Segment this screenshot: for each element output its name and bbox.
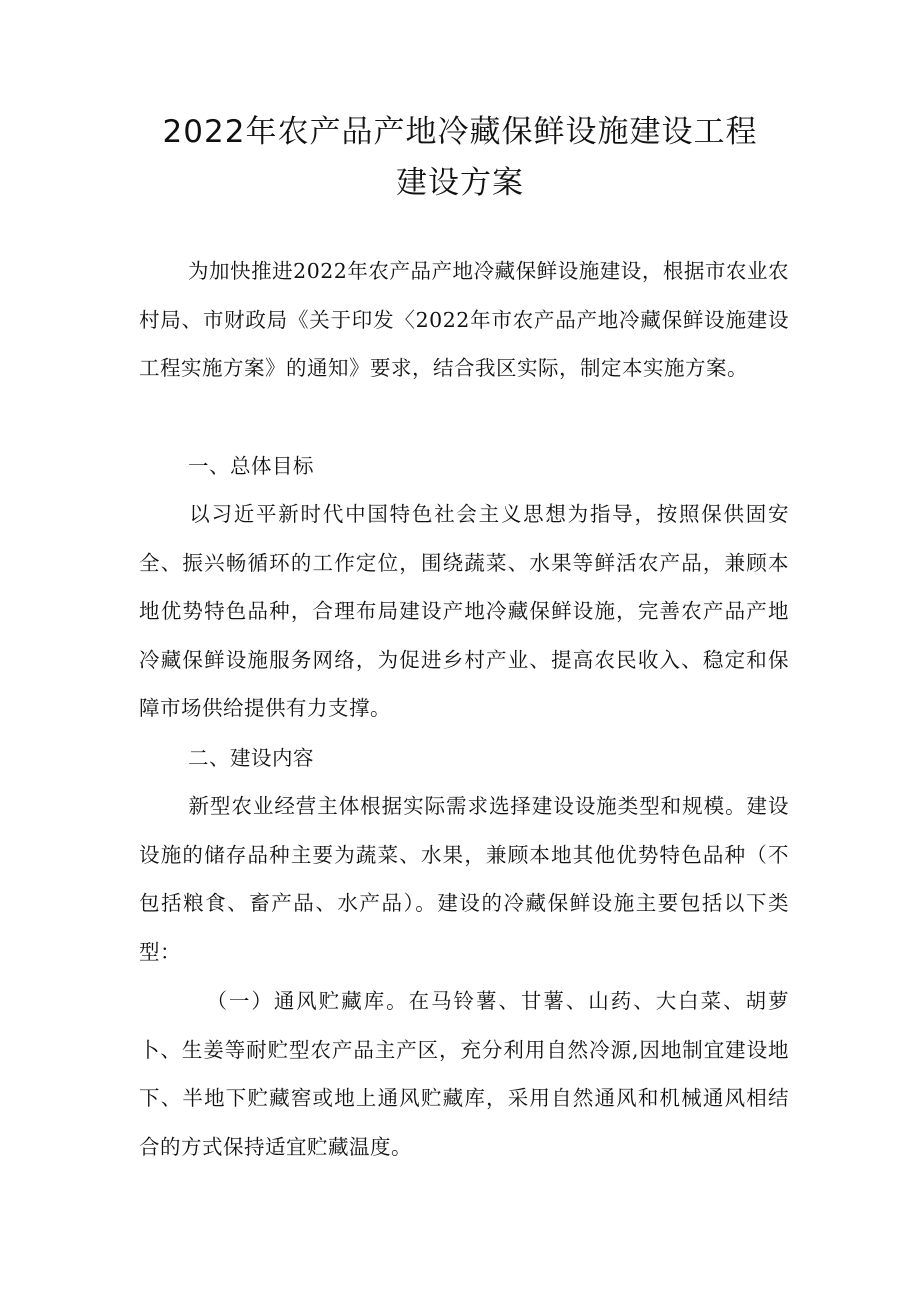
section2-body-text: 新型农业经营主体根据实际需求选择建设设施类型和规模。建设设施的储存品种主要为蔬菜、水果，兼顾本地其他优势特色品种（不包括粮食、畜产品、水产品）。建设的冷藏保鲜设施主要包括以下类型： xyxy=(139,794,789,964)
section1-body-text: 以习近平新时代中国特色社会主义思想为指导，按照保供固安全、振兴畅循环的工作定位，围绕蔬菜、水果等鲜活农产品，兼顾本地优势特色品种，合理布局建设产地冷藏保鲜设施，完善农产品产地冷藏保鲜设施服务网络，为促进乡村产业、提高农民收入、稳定和保障市场供给提供有力支撑。 xyxy=(139,502,789,721)
document-title-line2: 建设方案 xyxy=(396,165,524,201)
section1-heading-text: 一、总体目标 xyxy=(188,454,314,478)
document-title-line1: 2022年农产品产地冷藏保鲜设施建设工程 xyxy=(162,114,758,150)
section1-heading xyxy=(139,442,789,491)
section1-paragraph xyxy=(139,490,789,733)
item1-paragraph xyxy=(139,977,789,1171)
item1-text: （一）通风贮藏库。在马铃薯、甘薯、山药、大白菜、胡萝卜、生姜等耐贮型农产品主产区，充分利用自然冷源,因地制宜建设地下、半地下贮藏窖或地上通风贮藏库，采用自然通风和机械通风相结合的方式保持适宜贮藏温度。 xyxy=(139,989,789,1159)
intro-paragraph xyxy=(139,247,789,393)
section2-paragraph xyxy=(139,782,789,976)
section2-heading-text: 二、建设内容 xyxy=(188,746,314,770)
intro-text: 为加快推进2022年农产品产地冷藏保鲜设施建设，根据市农业农村局、市财政局《关于印发〈2022年市农产品产地冷藏保鲜设施建设工程实施方案》的通知》要求，结合我区实际，制定本实施方案。 xyxy=(139,259,789,381)
section2-heading xyxy=(139,734,789,783)
